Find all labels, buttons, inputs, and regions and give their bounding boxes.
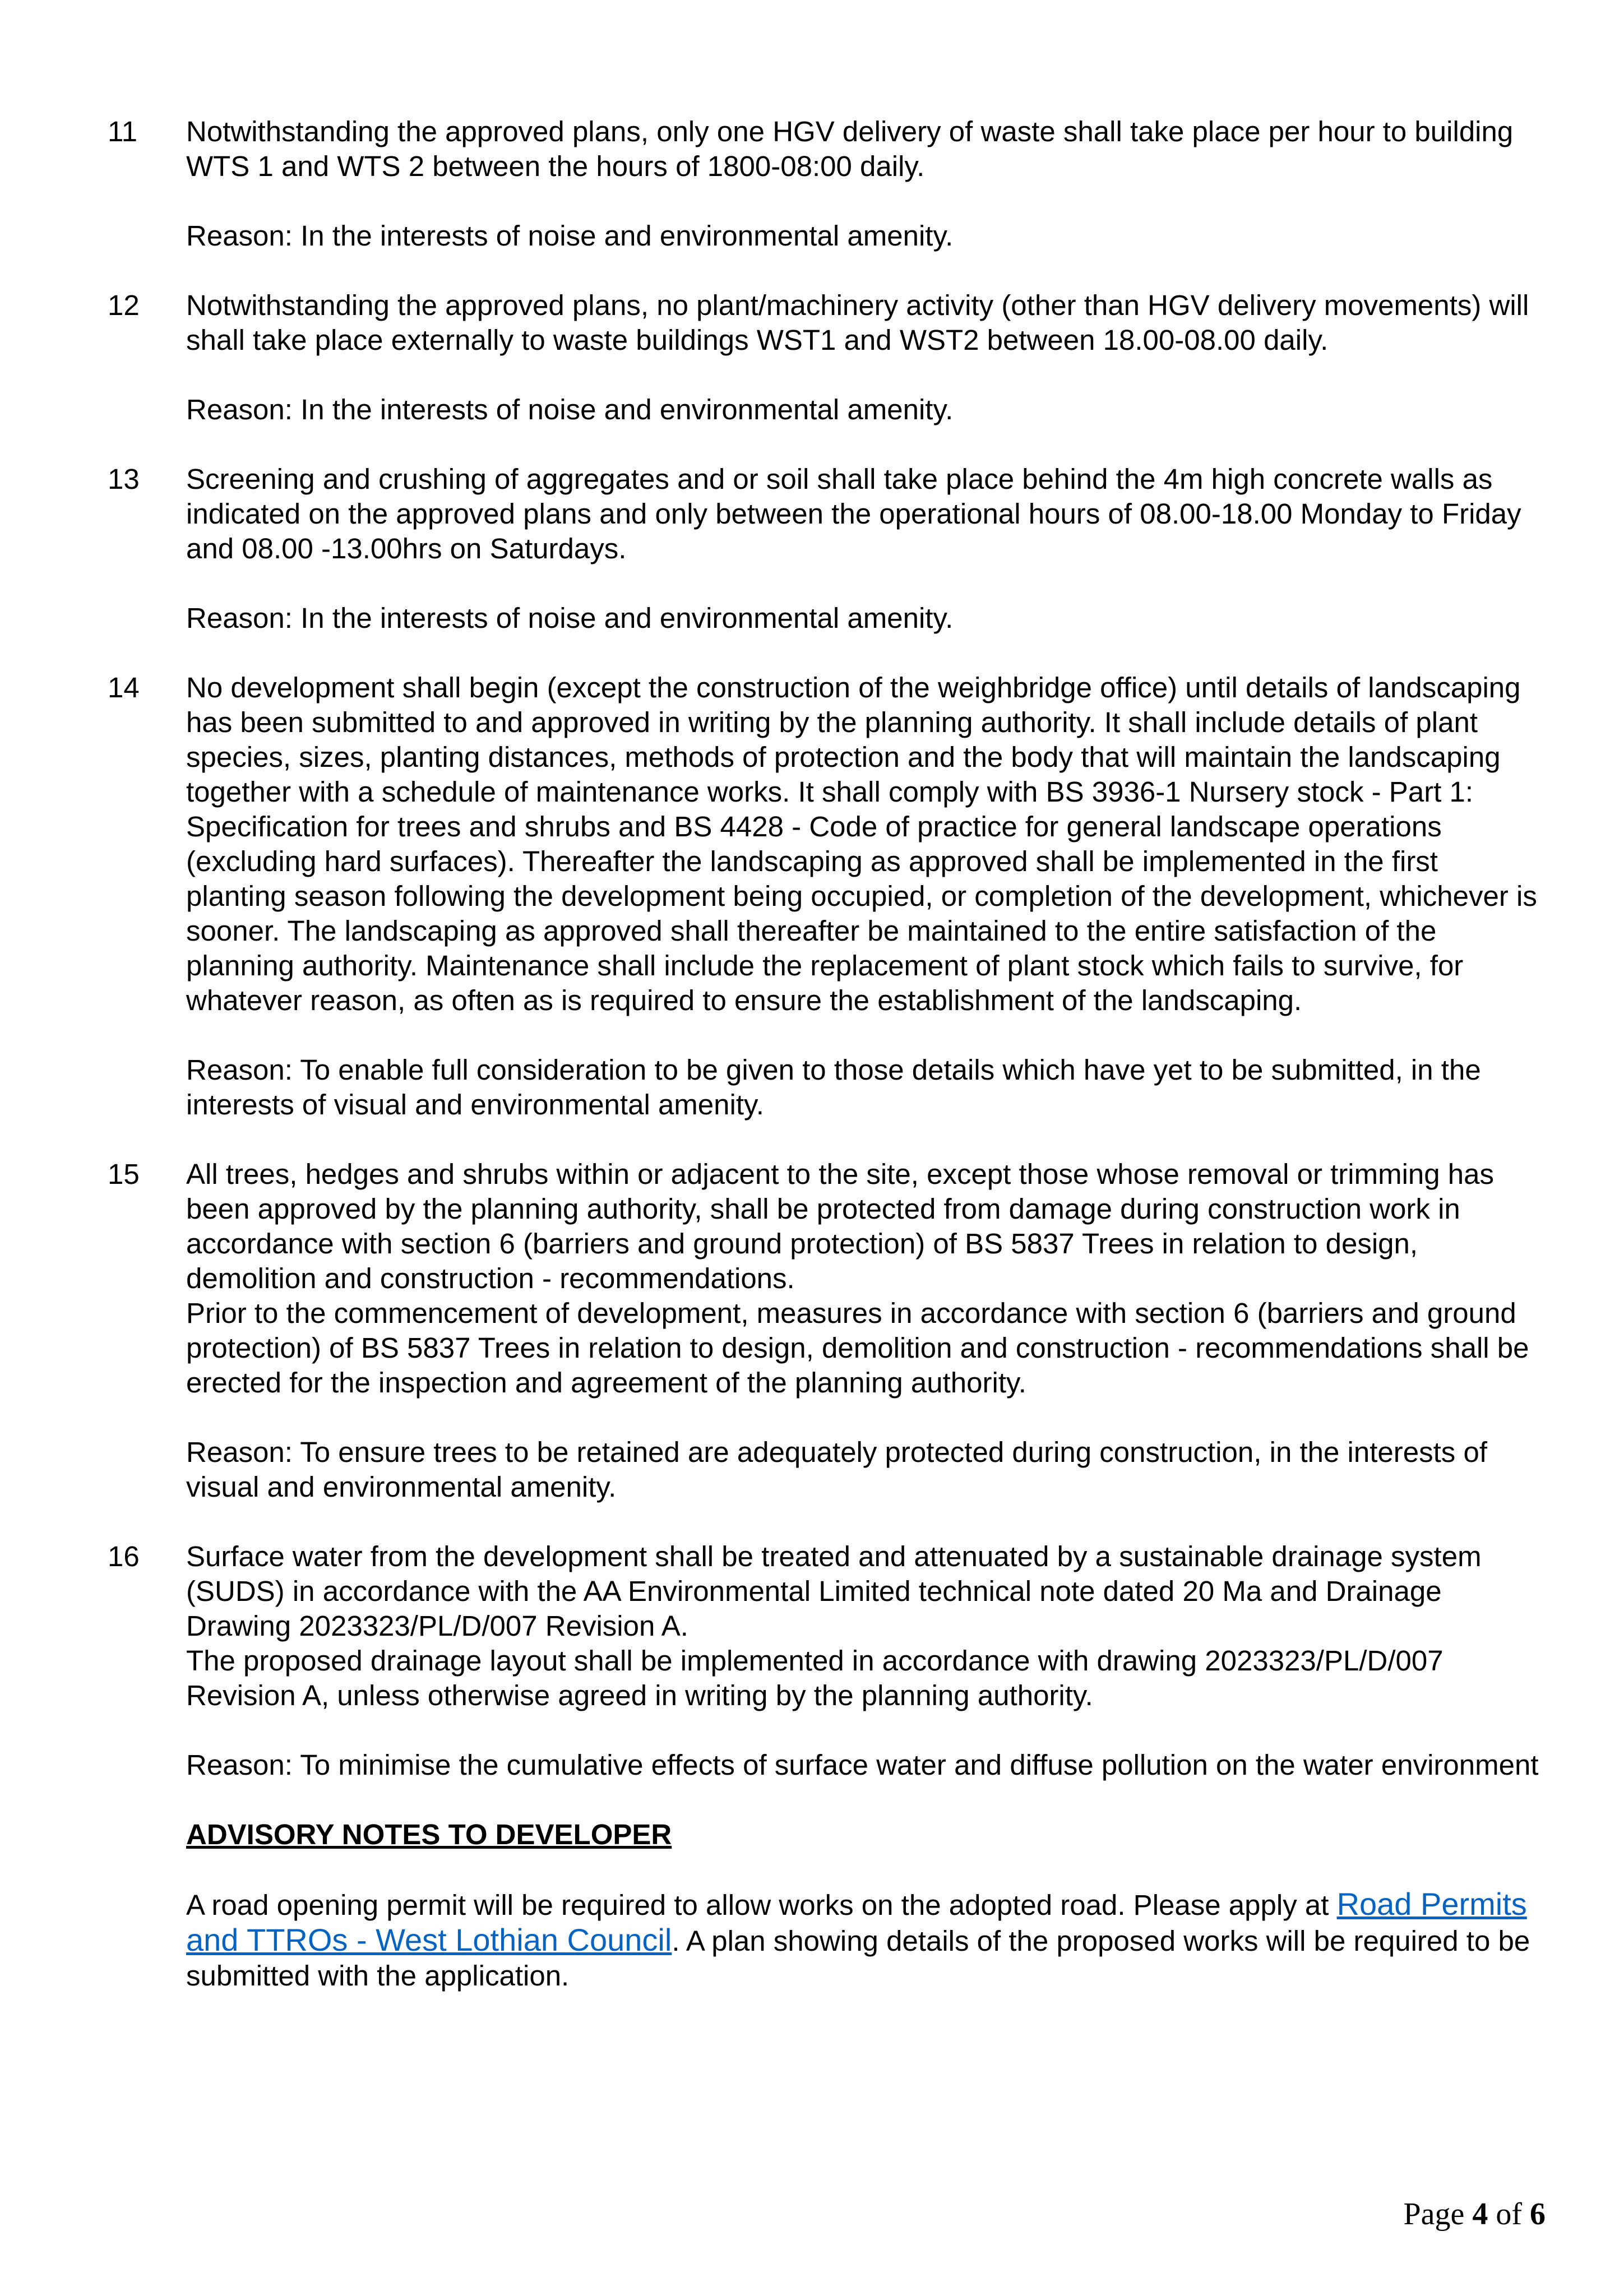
condition-16 bbox=[108, 1539, 1543, 1783]
advisory-text-before: A road opening permit will be required to allow works on the adopted road. Please apply at bbox=[186, 1889, 1337, 1921]
condition-14 bbox=[108, 670, 1543, 1122]
advisory-notes bbox=[108, 1817, 1543, 1993]
document-body bbox=[108, 114, 1543, 1993]
condition-reason: Reason: In the interests of noise and environmental amenity. bbox=[186, 220, 954, 252]
condition-12 bbox=[108, 288, 1543, 427]
page-footer bbox=[1403, 2196, 1546, 2232]
condition-reason: Reason: In the interests of noise and environmental amenity. bbox=[186, 394, 954, 425]
condition-reason: Reason: To enable full consideration to be given to those details which have yet to be submitted, in the interests of visual and environmental amenity. bbox=[186, 1054, 1481, 1121]
condition-text: Notwithstanding the approved plans, no plant/machinery activity (other than HGV delivery movements) will shall take place externally to waste buildings WST1 and WST2 between 18.00-08.00 daily. bbox=[186, 289, 1529, 356]
condition-number: 16 bbox=[108, 1540, 140, 1572]
condition-number: 15 bbox=[108, 1158, 140, 1190]
condition-text: All trees, hedges and shrubs within or adjacent to the site, except those whose removal or trimming has been approved by the planning authority, shall be protected from damage during construction work in accordance with section 6 (barriers and ground protection) of BS 5837 Trees in relation to design, demolition and construction - recommendations. bbox=[186, 1158, 1495, 1294]
condition-text: Screening and crushing of aggregates and or soil shall take place behind the 4m high concrete walls as indicated on the approved plans and only between the operational hours of 08.00-18.00 Monday to Friday and 08.00 -13.00hrs on Saturdays. bbox=[186, 463, 1521, 564]
page-label: Page bbox=[1403, 2197, 1465, 2232]
page-number: 4 bbox=[1472, 2197, 1488, 2232]
road-permits-link[interactable]: Road Permits and TTROs - West Lothian Council bbox=[186, 1886, 1527, 1957]
condition-number: 14 bbox=[108, 672, 140, 703]
condition-15 bbox=[108, 1157, 1543, 1505]
page-total: 6 bbox=[1530, 2197, 1546, 2232]
condition-reason: Reason: To minimise the cumulative effects of surface water and diffuse pollution on the water environment bbox=[186, 1749, 1539, 1781]
condition-reason: Reason: To ensure trees to be retained are adequately protected during construction, in the interests of visual and environmental amenity. bbox=[186, 1436, 1487, 1503]
condition-text: No development shall begin (except the construction of the weighbridge office) until details of landscaping has been submitted to and approved in writing by the planning authority. It shall include details of plant species, sizes, planting distances, methods of protection and the body that will maintain the landscaping together with a schedule of maintenance works. It shall comply with BS 3936-1 Nursery stock - Part 1: Specification for trees and shrubs and BS 4428 - Code of practice for general landscape operations (excluding hard surfaces). Thereafter the landscaping as approved shall be implemented in the first planting season following the development being occupied, or completion of the development, whichever is sooner. The landscaping as approved shall thereafter be maintained to the entire satisfaction of the planning authority. Maintenance shall include the replacement of plant stock which fails to survive, for whatever reason, as often as is required to ensure the establishment of the landscaping. bbox=[186, 672, 1537, 1016]
condition-13 bbox=[108, 462, 1543, 636]
condition-text: Notwithstanding the approved plans, only one HGV delivery of waste shall take place per hour to building WTS 1 and WTS 2 between the hours of 1800-08:00 daily. bbox=[186, 115, 1514, 182]
advisory-text-after: . A plan showing details of the proposed works will be required to be submitted with the application. bbox=[186, 1925, 1530, 1992]
condition-number: 13 bbox=[108, 463, 140, 495]
condition-number: 12 bbox=[108, 289, 140, 321]
of-label: of bbox=[1496, 2197, 1522, 2232]
condition-reason: Reason: In the interests of noise and environmental amenity. bbox=[186, 602, 954, 634]
condition-text-continued: Prior to the commencement of development, measures in accordance with section 6 (barriers and ground protection) of BS 5837 Trees in relation to design, demolition and construction - recommendations shall be erected for the inspection and agreement of the planning authority. bbox=[186, 1297, 1529, 1399]
condition-11 bbox=[108, 114, 1543, 253]
advisory-text bbox=[186, 1887, 1543, 1993]
condition-text: Surface water from the development shall be treated and attenuated by a sustainable drainage system (SUDS) in accordance with the AA Environmental Limited technical note dated 20 Ma and Drainage Drawing 2023323/PL/D/007 Revision A. bbox=[186, 1540, 1482, 1642]
advisory-heading: ADVISORY NOTES TO DEVELOPER bbox=[186, 1818, 672, 1850]
condition-text-continued: The proposed drainage layout shall be implemented in accordance with drawing 2023323/PL/D/007 Revision A, unless otherwise agreed in writing by the planning authority. bbox=[186, 1645, 1443, 1711]
condition-number: 11 bbox=[108, 115, 137, 147]
